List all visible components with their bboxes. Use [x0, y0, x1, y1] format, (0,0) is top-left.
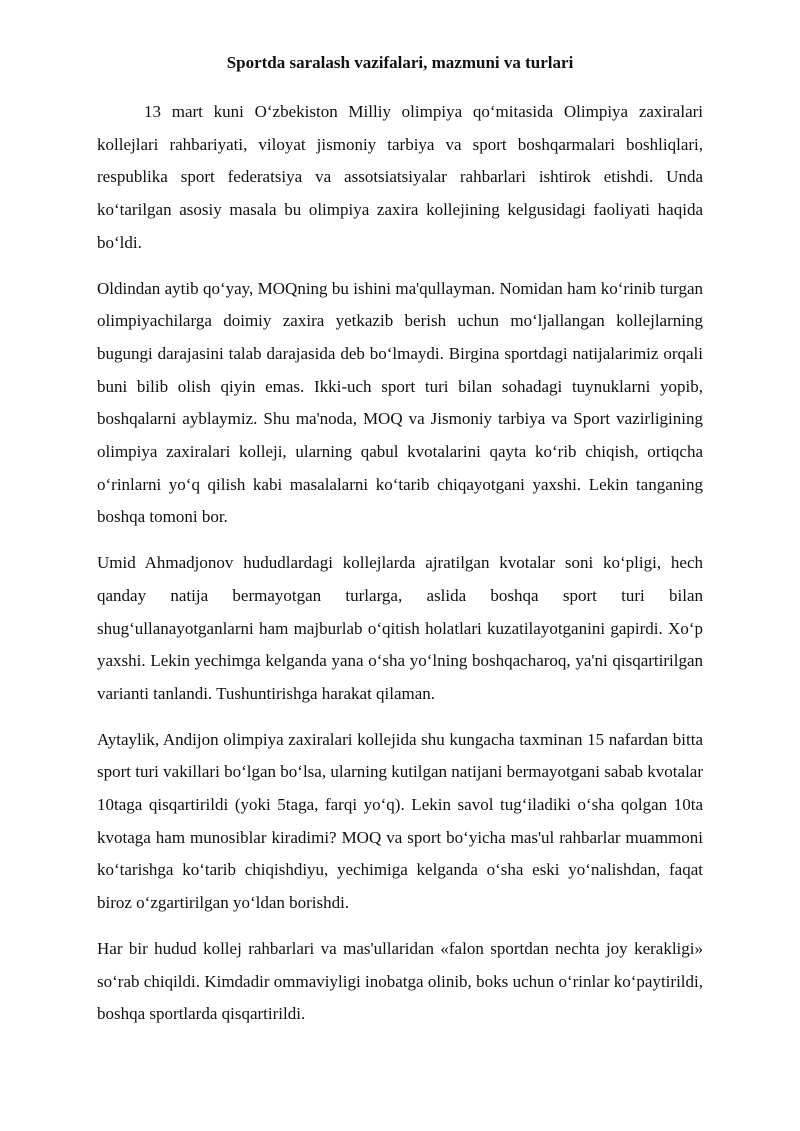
paragraph: Oldindan aytib qo‘yay, MOQning bu ishini ma'qullayman. Nomidan ham ko‘rinib turgan olimpiyachilarga doimiy zaxira yetkazib berish uchun mo‘ljallangan kollejlarning bugungi darajasini talab darajasida deb bo‘lmaydi. Birgina sportdagi natijalarimiz orqali buni bilib olish qiyin emas. Ikki-uch sport turi bilan sohadagi tuynuklarni yopib, boshqalarni ayblaymiz. Shu ma'noda, MOQ va Jismoniy tarbiya va Sport vazirligining olimpiya zaxiralari kolleji, ularning qabul kvotalarini qayta ko‘rib chiqish, ortiqcha o‘rinlarni yo‘q qilish kabi masalalarni ko‘tarib chiqayotgani yaxshi. Lekin tanganing boshqa tomoni bor.: [97, 278, 703, 527]
paragraph: Umid Ahmadjonov hududlardagi kollejlarda ajratilgan kvotalar soni ko‘pligi, hech qanday natija bermayotgan turlarga, aslida boshqa sport turi bilan shug‘ullanayotganlarni ham majburlab o‘qitish holatlari kuzatilayotganini gapirdi. Xo‘p yaxshi. Lekin yechimga kelganda yana o‘sha yo‘lning boshqacharoq, ya'ni qisqartirilgan varianti tanlandi. Tushuntirishga harakat qilaman.: [97, 553, 703, 703]
paragraph: Har bir hudud kollej rahbarlari va mas'ullaridan «falon sportdan nechta joy kerakligi» so‘rab chiqildi. Kimdadir ommaviyligi inobatga olinib, boks uchun o‘rinlar ko‘paytirildi, boshqa sportlarda qisqartirildi.: [97, 938, 703, 1024]
document-page: [97, 52, 703, 1044]
paragraph: Aytaylik, Andijon olimpiya zaxiralari kollejida shu kungacha taxminan 15 nafardan bitta sport turi vakillari bo‘lgan bo‘lsa, ularning kutilgan natijani bermayotgani sabab kvotalar 10taga qisqartirildi (yoki 5taga, farqi yo‘q). Lekin savol tug‘iladiki o‘sha qolgan 10ta kvotaga ham munosiblar kiradimi? MOQ va sport bo‘yicha mas'ul rahbarlar muammoni ko‘tarishga ko‘tarib chiqishdiyu, yechimiga kelganda o‘sha eski yo‘nalishdan, faqat biroz o‘zgartirilgan yo‘ldan borishdi.: [97, 729, 703, 913]
document-title: Sportda saralash vazifalari, mazmuni va turlari: [226, 53, 574, 72]
paragraph-intro: 13 mart kuni O‘zbekiston Milliy olimpiya qo‘mitasida Olimpiya zaxiralari kollejlari rahbariyati, viloyat jismoniy tarbiya va sport boshqarmalari boshliqlari, respublika sport federatsiya va assotsiatsiyalar rahbarlari ishtirok etishdi. Unda ko‘tarilgan asosiy masala bu olimpiya zaxira kollejining kelgusidagi faoliyati haqida bo‘ldi.: [97, 102, 703, 252]
